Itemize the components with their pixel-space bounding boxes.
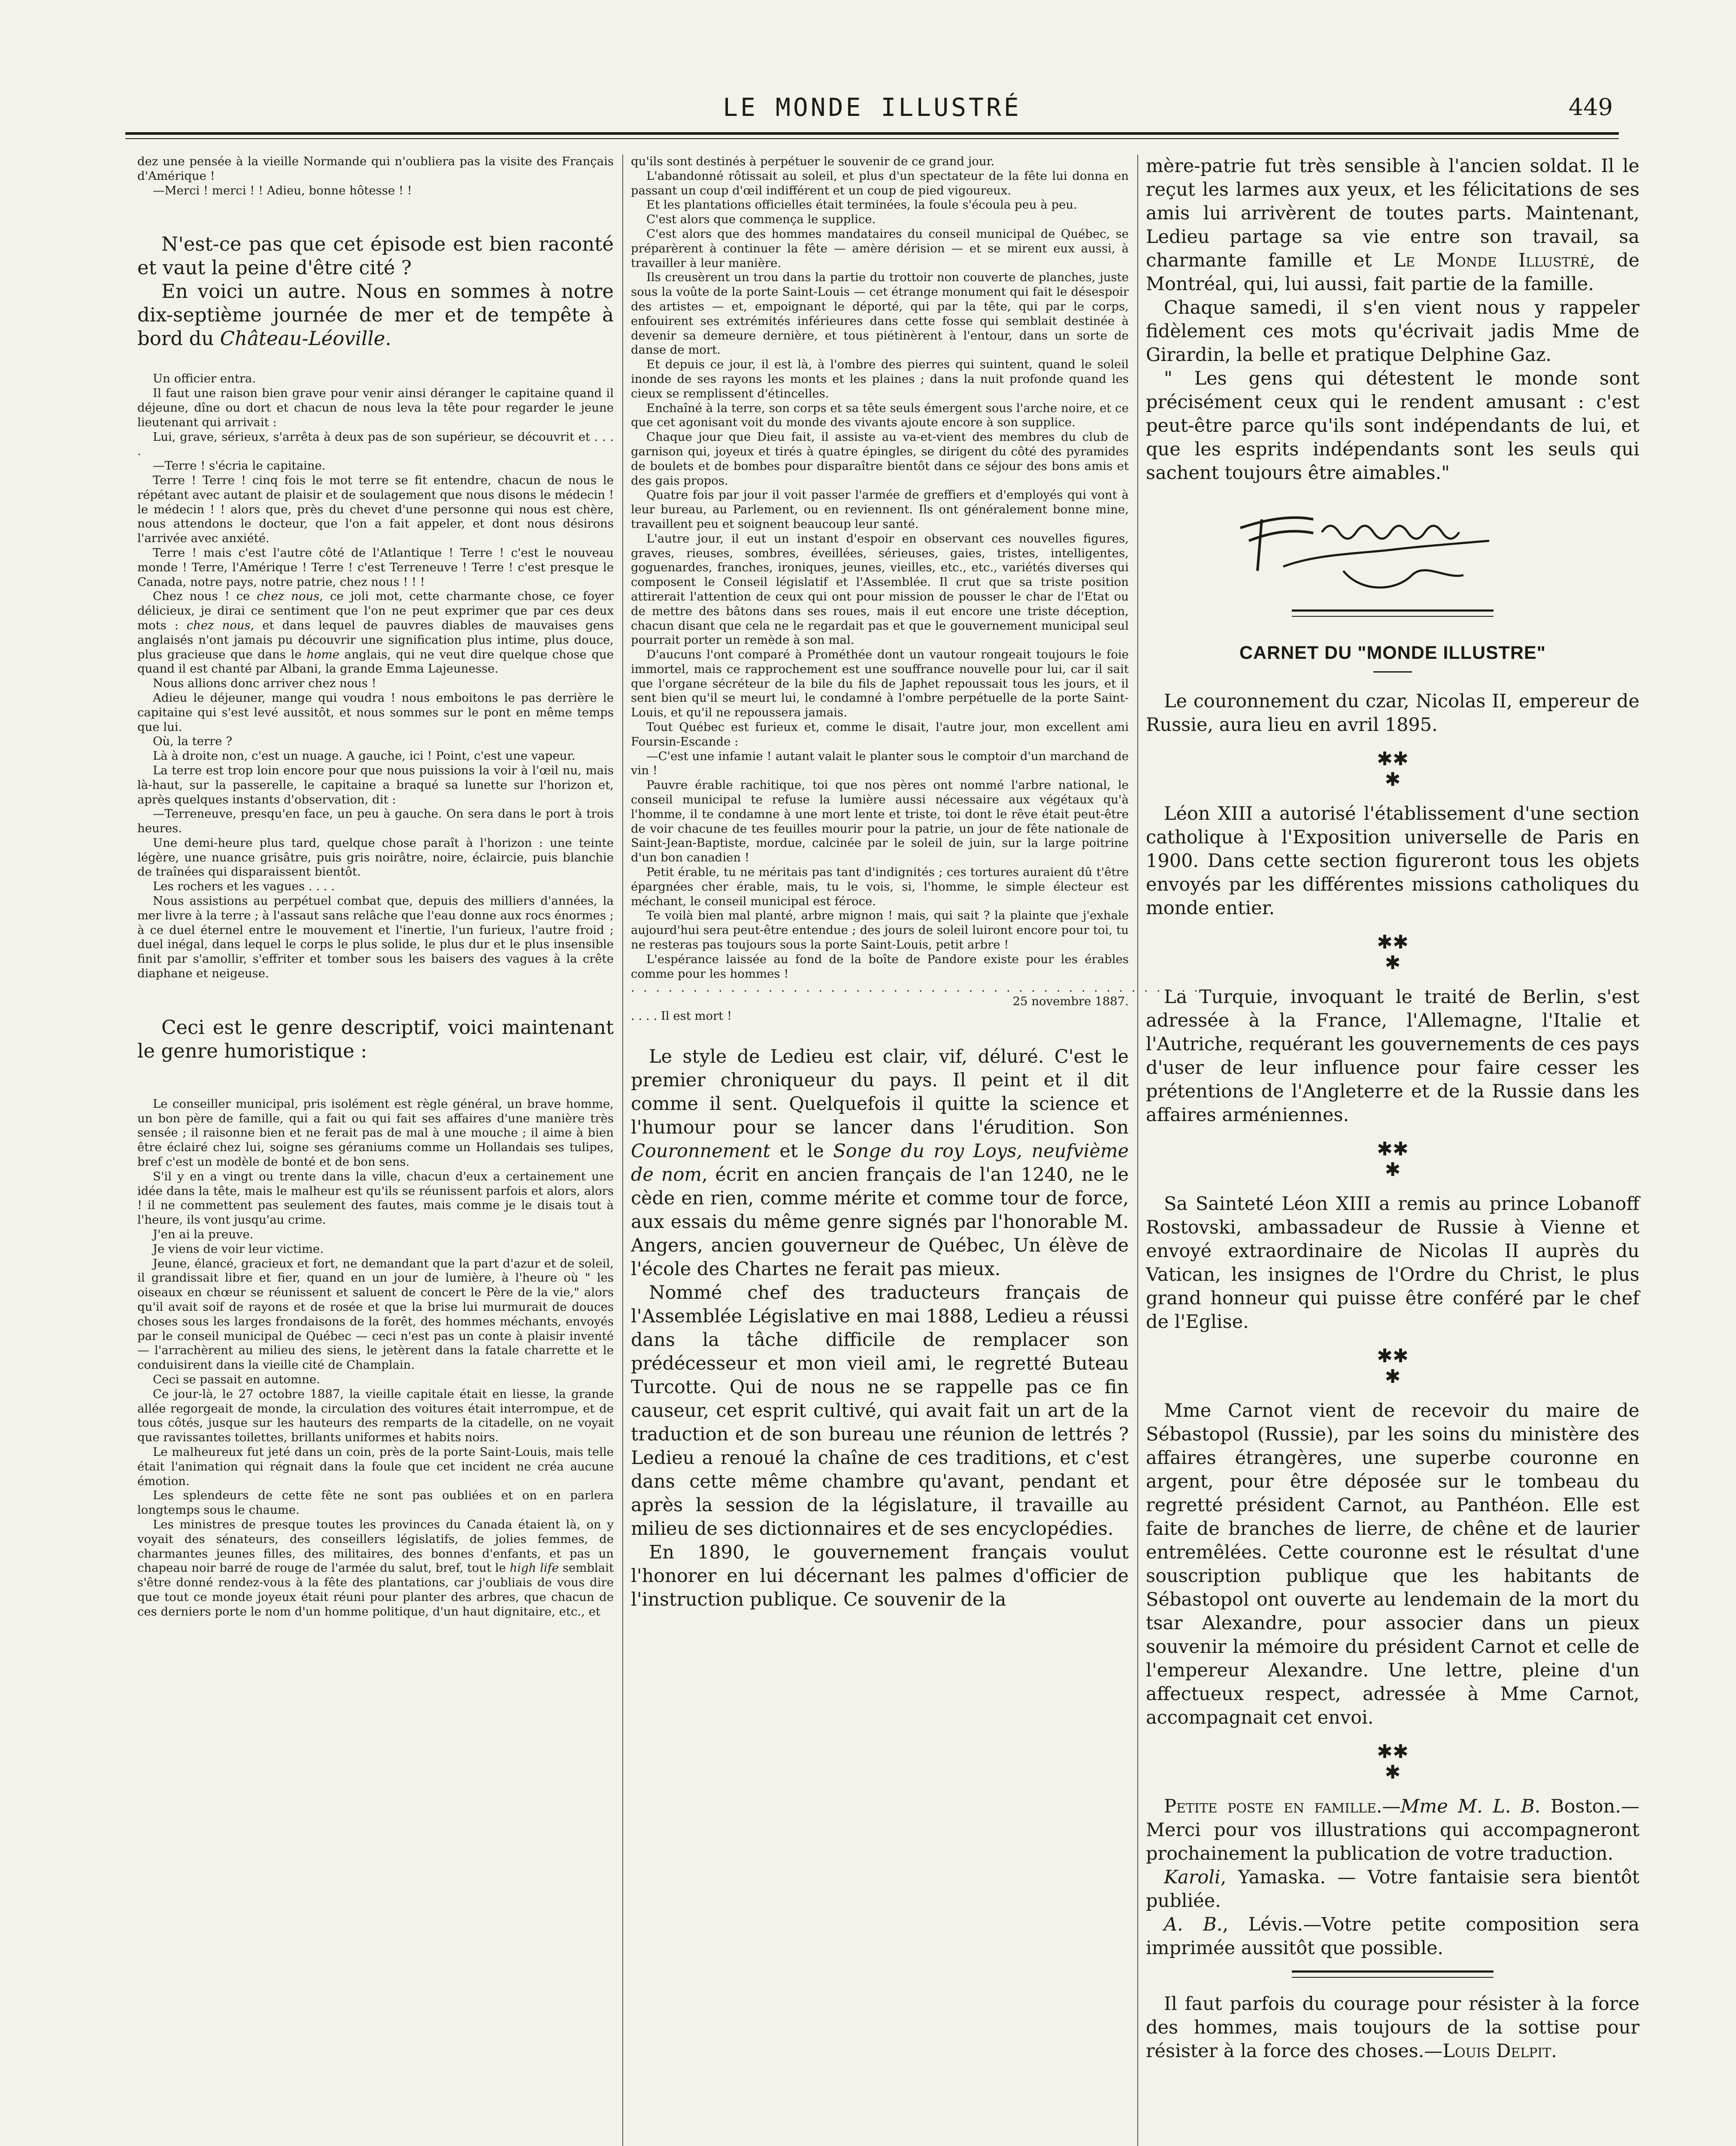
paragraph: J'en ai la preuve. — [153, 1228, 254, 1242]
right-column — [1146, 155, 1639, 2063]
paragraph: L'autre jour, il eut un instant d'espoir en observant ces nouvelles figures, graves, rieuses, sombres, éveillées, sérieuses, gaies, tristes, intelligentes, goguenardes, franches, ironiques, jeunes, vieilles, etc., etc., variétés diverses qui composent le Conseil législatif et l'Assemblée. Il crut que sa triste position attirerait l'attention de ceux qui ont pour mission de pousser le char de l'Etat ou de mettre des bâtons dans ses roues, mais il eut encore une triste déception, chacun disant que cela ne le regardait pas et que le gouvernement municipal seul pourrait porter un remède à son mal. — [631, 531, 1129, 647]
signature-flourish-icon — [1232, 502, 1506, 597]
paragraph: Nous allions donc arriver chez nous ! — [153, 676, 376, 691]
asterism: ✱✱ ✱ — [1377, 1741, 1409, 1783]
paragraph: Ce jour-là, le 27 octobre 1887, la vieille capitale était en liesse, la grande allée regorgeait de monde, la circulation des voitures était interrompue, et de tous côtés, jusque sur les hauteurs des remparts de la citadelle, on ne voyait que ravissantes toilettes, brillants uniformes et habits noirs. — [137, 1387, 614, 1445]
mailbox-item: A. B., Lévis.—Votre petite composition sera imprimée aussitôt que possible. — [1146, 1914, 1639, 1959]
commentary-paragraph: En voici un autre. Nous en sommes à notre dix-septième journée de mer et de tempête à bord du Château-Léoville. — [137, 280, 614, 350]
paragraph: Adieu le déjeuner, mange qui voudra ! nous emboitons le pas derrière le capitaine qui s'est levé aussitôt, et nous sommes sur le pont en même temps que lui. — [137, 691, 614, 734]
paragraph: Le conseiller municipal, pris isolément est règle général, un brave homme, un bon père de famille, qui a fait ou qui fait ses affaires d'une manière très sensée ; il raisonne bien et ne ferait pas de mal à une mouche ; il aime à bien être éclairé chez lui, soigne ses géraniums comme un Hollandais ses tulipes, bref c'est un modèle de bonté et de bon sens. — [137, 1097, 614, 1169]
asterism: ✱✱ ✱ — [1377, 931, 1409, 974]
commentary-paragraph: En 1890, le gouvernement français voulut l'honorer en lui décernant les palmes d'officier de l'instruction publique. Ce souvenir de la — [631, 1542, 1129, 1611]
paragraph: —C'est une infamie ! autant valait le planter sous le comptoir d'un marchand de vin ! — [631, 749, 1129, 778]
paragraph: La terre est trop loin encore pour que nous puissions la voir à l'œil nu, mais là-haut, sur la passerelle, le capitaine a braqué sa lunette sur l'horizon et, après quelques instants d'observation, dit : — [137, 763, 614, 806]
commentary-paragraph: Le style de Ledieu est clair, vif, déluré. C'est le premier chroniqueur du pays. Il peint et il dit comme il sent. Quelquefois il quitte la science et l'humour pour se lancer dans l'érudition. Son Couronnement et le Songe du roy Loys, neufvième de nom, écrit en ancien français de l'an 1240, ne le cède en rien, comme mérite et comme tour de force, aux essais du même genre signés par l'honorable M. Angers, ancien gouverneur de Québec, Un élève de l'école des Chartes ne ferait pas mieux. — [631, 1046, 1129, 1280]
section-rule — [1292, 1970, 1494, 1978]
paragraph: Une demi-heure plus tard, quelque chose paraît à l'horizon : une teinte légère, une nuance grisâtre, puis gris noirâtre, noire, éclaircie, puis blanchie de traînées qui disparaissent bientôt. — [137, 836, 614, 879]
commentary-paragraph: N'est-ce pas que cet épisode est bien raconté et vaut la peine d'être cité ? — [137, 233, 614, 279]
quote-paragraph: " Les gens qui détestent le monde sont précisément ceux qui le rendent amusant : c'est peut-être parce qu'ils sont indépendants de lui, et que les esprits indépendants sont les seuls qui sachent toujours être aimables." — [1146, 368, 1639, 484]
paragraph: Ils creusèrent un trou dans la partie du trottoir non couverte de planches, juste sous la voûte de la porte Saint-Louis — cet étrange monument qui fait le désespoir des artistes — et, empoignant le déporté, qui par la tête, qui par le corps, enfouirent ses extrémités inférieures dans cette fosse qui semblait destinée à devenir sa demeure dernière, et tous piétinèrent à l'entour, dans un sorte de danse de mort. — [631, 270, 1129, 357]
column-divider-left — [622, 155, 623, 2146]
mailbox-item: Karoli, Yamaska. — Votre fantaisie sera bientôt publiée. — [1146, 1867, 1639, 1912]
paragraph: Où, la terre ? — [153, 734, 233, 749]
paragraph: qu'ils sont destinés à perpétuer le souvenir de ce grand jour. — [631, 155, 995, 168]
page-number: 449 — [1568, 94, 1613, 121]
signature — [1146, 502, 1639, 601]
paragraph: —Terre ! s'écria le capitaine. — [153, 459, 326, 473]
paragraph: Les ministres de presque toutes les provinces du Canada étaient là, on y voyait des sénateurs, des conseillers législatifs, de jolies femmes, de charmantes jeunes filles, des militaires, des bonnes d'enfants, et pas un chapeau noir barré de rouge de l'armée du salut, bref, tout le high life semblait s'être donné rendez-vous à la fête des plantations, car j'oubliais de vous dire que tout ce monde joyeux était réuni pour planter des arbres, que chacun de ces derniers porte le nom d'un homme politique, d'un haut dignitaire, etc., et — [137, 1517, 614, 1619]
news-item: Léon XIII a autorisé l'établissement d'une section catholique à l'Exposition universelle de Paris en 1900. Dans cette section figureront tous les objets envoyés par les différentes missions catholiques du monde entier. — [1146, 803, 1639, 919]
header-rule-thick — [125, 132, 1619, 135]
ship-name: Château-Léoville — [220, 327, 385, 350]
paragraph: Les splendeurs de cette fête ne sont pas oubliées et on en parlera longtemps sous le chaume. — [137, 1488, 614, 1517]
left-column — [137, 155, 614, 1619]
paragraph: Ceci se passait en automne. — [153, 1373, 320, 1386]
middle-column — [631, 155, 1201, 1612]
section-title: CARNET DU "MONDE ILLUSTRE" — [1239, 643, 1546, 663]
news-item: Le couronnement du czar, Nicolas II, empereur de Russie, aura lieu en avril 1895. — [1146, 691, 1639, 736]
news-item: Mme Carnot vient de recevoir du maire de Sébastopol (Russie), par les soins du ministère des affaires étrangères, une superbe couronne en argent, pour être déposée sur le tombeau du regretté président Carnot, au Panthéon. Elle est faite de branches de lierre, de chêne et de laurier entremêlées. Cette couronne est le résultat d'une souscription publique que les habitants de Sébastopol ont ouverte au lendemain de la mort du tsar Alexandre, pour associer dans un pieux souvenir la mémoire du président Carnot et celle de l'empereur Alexandre. Une lettre, pleine d'un affectueux respect, adressée à Mme Carnot, accompagnait cet envoi. — [1146, 1400, 1639, 1728]
dateline: 25 novembre 1887. — [1012, 994, 1129, 1009]
paragraph: Tout Québec est furieux et, comme le disait, l'autre jour, mon excellent ami Foursin-Escande : — [631, 720, 1129, 749]
asterism: ✱✱ ✱ — [1377, 748, 1409, 791]
mailbox-item: Petite poste en famille.—Mme M. L. B. Boston.—Merci pour vos illustrations qui accompagneront prochainement la publication de votre traduction. — [1146, 1796, 1639, 1864]
paragraph: —Terreneuve, presqu'en face, un peu à gauche. On sera dans le port à trois heures. — [137, 807, 614, 836]
paragraph: Il faut une raison bien grave pour venir ainsi déranger le capitaine quand il déjeune, dîne ou dort et chacun de nous leva la tête pour regarder le jeune lieutenant qui arrivait : — [137, 386, 614, 429]
paragraph: C'est alors que commença le supplice. — [646, 212, 876, 227]
paragraph: Et depuis ce jour, il est là, à l'ombre des pierres qui suintent, quand le soleil inonde de ses rayons les monts et les plaines ; dans la nuit profonde quand les cieux se remplissent d'étincelles. — [631, 358, 1129, 400]
paragraph: Enchaîné à la terre, son corps et sa tête seuls émergent sous l'arche noire, et ce que cet agonisant voit du monde des vivants ajoute encore à son supplice. — [631, 401, 1129, 430]
section-rule — [1292, 609, 1494, 617]
paragraph: Un officier entra. — [153, 372, 256, 386]
news-item: La Turquie, invoquant le traité de Berlin, s'est adressée à la France, l'Allemagne, l'Italie et l'Autriche, requérant les gouvernements de ces pays d'user de leur influence pour faire cesser les prétentions de l'Angleterre et de la Russie dans les affaires arméniennes. — [1146, 986, 1639, 1126]
paragraph: Chez nous ! ce chez nous, ce joli mot, cette charmante chose, ce foyer délicieux, je dirai ce sentiment que l'on ne peut exprimer que par ces deux mots : chez nous, et dans lequel de pauvres diables de mauvaises gens anglaisés n'ont jamais pu découvrir une signification plus intime, plus douce, plus gracieuse que dans le home anglais, qui ne veut dire quelque chose que quand il est chanté par Albani, la grande Emma Lajeunesse. — [137, 589, 614, 676]
paragraph: Et les plantations officielles était terminées, la foule s'écoula peu à peu. — [646, 198, 1077, 212]
closing-line: . . . . Il est mort ! — [631, 1009, 732, 1023]
paragraph: Quatre fois par jour il voit passer l'armée de greffiers et d'employés qui vont à leur bureau, au Parlement, ou en reviennent. Ils ont généralement bonne mine, travaillent peu et soignent beaucoup leur santé. — [631, 488, 1129, 531]
column-divider-right — [1137, 155, 1138, 2146]
paragraph: Jeune, élancé, gracieux et fort, ne demandant que la part d'azur et de soleil, il grandissait libre et fier, quand en un jour de lumière, à l'heure où " les oiseaux en chœur se réunissent et saluent de concert le Père de la vie," alors qu'il avait soif de rayons et de rosée et que la brise lui murmurait de douces choses sous les larges frondaisons de la forêt, des hommes méchants, envoyés par le conseil municipal de Québec — ceci n'est pas un conte à plaisir inventé — l'arrachèrent au milieu des siens, le jetèrent dans la fatale charrette et le conduisirent dans la vieille cité de Champlain. — [137, 1256, 614, 1372]
paragraph: Chaque jour que Dieu fait, il assiste au va-et-vient des membres du club de garnison qui, joyeux et tirés à quatre épingles, se dirigent du côté des pyramides de boulets et de bombes pour disparaître bientôt dans ce séjour des bons amis et des gais propos. — [631, 430, 1129, 488]
page-header — [125, 90, 1619, 142]
paragraph: Nous assistions au perpétuel combat que, depuis des milliers d'années, la mer livre à la terre ; à l'assaut sans relâche que l'eau donne aux rocs énormes ; à ce duel éternel entre le mouvement et l'inertie, l'un furieux, l'autre froid ; duel inégal, dans lequel le corps le plus solide, le plus dur et le plus insensible finit par s'amollir, s'effriter et tomber sous les baisers des vagues à la crête diaphane et neigeuse. — [137, 894, 614, 981]
paragraph: Là à droite non, c'est un nuage. A gauche, ici ! Point, c'est une vapeur. — [153, 749, 576, 763]
title-rule — [1373, 671, 1412, 673]
paragraph: dez une pensée à la vieille Normande qui n'oubliera pas la visite des Français d'Amérique ! — [137, 155, 614, 183]
paragraph: L'espérance laissée au fond de la boîte de Pandore existe pour les érables comme pour les hommes ! — [631, 952, 1129, 981]
commentary-paragraph: Nommé chef des traducteurs français de l'Assemblée Législative en mai 1888, Ledieu a réussi dans la tâche difficile de remplacer son prédécesseur et mon vieil ami, le regretté Buteau Turcotte. Qui de nous ne se rappelle pas ce fin causeur, cet esprit cultivé, qui avait fait un art de la traduction et de son bureau une réunion de lettrés ? Ledieu a renoué la chaîne de ces traditions, et c'est dans cette même chambre qu'avant, pendant et après la session de la législature, il travaille au milieu de ses dictionnaires et de ses encyclopédies. — [631, 1282, 1129, 1540]
paragraph: L'abandonné rôtissait au soleil, et plus d'un spectateur de la fête lui donna en passant un coup d'œil indifférent et un coup de pied vigoureux. — [631, 169, 1129, 197]
header-rule-thin — [125, 138, 1619, 139]
paragraph: Lui, grave, sérieux, s'arrêta à deux pas de son supérieur, se découvrit et . . . . — [137, 430, 614, 458]
news-item: Sa Sainteté Léon XIII a remis au prince Lobanoff Rostovski, ambassadeur de Russie à Vienne et envoyé extraordinaire de Nicolas II auprès du Vatican, les insignes de l'Ordre du Christ, le plus grand honneur qui puisse être conféré par le chef de l'Eglise. — [1146, 1193, 1639, 1333]
paragraph: S'il y en a vingt ou trente dans la ville, chacun d'eux a certainement une idée dans la tête, mais le malheur est qu'ils se réunissent parfois et alors, alors ! il ne commettent pas seulement des fautes, mais comme je le disais tout à l'heure, ils vont jusqu'au crime. — [137, 1169, 614, 1227]
commentary-paragraph: mère-patrie fut très sensible à l'ancien soldat. Il le reçut les larmes aux yeux, et les félicitations de ses amis lui arrivèrent de toutes parts. Maintenant, Ledieu partage sa vie entre son travail, sa charmante famille et Le Monde Illustré, de Montréal, qui, lui aussi, fait partie de la famille. — [1146, 155, 1640, 295]
paragraph: Pauvre érable rachitique, toi que nos pères ont nommé l'arbre national, le conseil municipal te refuse la lumière aussi nécessaire aux végétaux qu'à l'homme, il te condamne à une mort lente et triste, toi dont le rêve était peut-être de voir chacune de tes feuilles mourir pour la patrie, un jour de fête nationale de Saint-Jean-Baptiste, mordue, calcinée par le soleil de juin, sur la large poitrine d'un bon canadien ! — [631, 778, 1129, 865]
asterism: ✱✱ ✱ — [1377, 1345, 1409, 1388]
commentary-paragraph: Chaque samedi, il s'en vient nous y rappeler fidèlement ces mots qu'écrivait jadis Mme de Girardin, la belle et pratique Delphine Gaz. — [1146, 297, 1639, 366]
masthead-title: LE MONDE ILLUSTRÉ — [723, 93, 1021, 122]
paragraph: Le malheureux fut jeté dans un coin, près de la porte Saint-Louis, mais telle était l'animation qui régnait dans la foule que cet incident ne créa aucune émotion. — [137, 1445, 614, 1488]
ellipsis-row: . . . . . . . . . . . . . . . . . . . . . . . . . . . . . . . . . . . . . . . . . . . . . . — [631, 981, 1201, 995]
paragraph: C'est alors que des hommes mandataires du conseil municipal de Québec, se préparèrent à continuer la fête — amère dérision — et se mirent eux aussi, à travailler à leur manière. — [631, 227, 1129, 270]
commentary-paragraph: Ceci est le genre descriptif, voici maintenant le genre humoristique : — [137, 1015, 614, 1062]
paragraph: Te voilà bien mal planté, arbre mignon ! mais, qui sait ? la plainte que j'exhale aujourd'hui sera peut-être entendue ; des jours de soleil luiront encore pour toi, tu ne resteras pas toujours sous la porte Saint-Louis, petit arbre ! — [631, 909, 1129, 952]
paragraph: D'aucuns l'ont comparé à Prométhée dont un vautour rongeait toujours le foie immortel, mais ce rapprochement est une souffrance nouvelle pour lui, car il sait que l'organe sécréteur de la bile du fils de Japhet repoussait tous les jours, et il sent bien qu'il se meurt lui, le condamné à l'ombre perpétuelle de la porte Saint-Louis, et qu'il ne repoussera jamais. — [631, 648, 1129, 720]
paragraph: —Merci ! merci ! ! Adieu, bonne hôtesse ! ! — [153, 183, 412, 197]
paragraph: Je viens de voir leur victime. — [153, 1242, 324, 1256]
asterism: ✱✱ ✱ — [1377, 1138, 1409, 1181]
paragraph: Terre ! mais c'est l'autre côté de l'Atlantique ! Terre ! c'est le nouveau monde ! Terre, l'Amérique ! Terre ! c'est Terreneuve ! Terre ! c'est presque le Canada, notre pays, notre patrie, chez nous ! ! ! — [137, 546, 614, 589]
closing-quote: Il faut parfois du courage pour résister à la force des hommes, mais toujours de la sottise pour résister à la force des choses.—Louis Delpit. — [1146, 1993, 1639, 2062]
paragraph: Petit érable, tu ne méritais pas tant d'indignités ; ces tortures auraient dû t'être épargnées cher érable, mais, tu le vois, si, l'homme, le simple électeur est méchant, le conseil municipal est féroce. — [631, 865, 1129, 908]
paragraph: Terre ! Terre ! cinq fois le mot terre se fit entendre, chacun de nous le répétant avec autant de plaisir et de soulagement que nous disons le médecin ! le médecin ! ! alors que, près du chevet d'une personne qui nous est chère, nous attendons le docteur, que l'on a fait appeler, et dont nous désirons l'arrivée avec anxiété. — [137, 473, 614, 546]
paragraph: Les rochers et les vagues . . . . — [153, 879, 335, 894]
